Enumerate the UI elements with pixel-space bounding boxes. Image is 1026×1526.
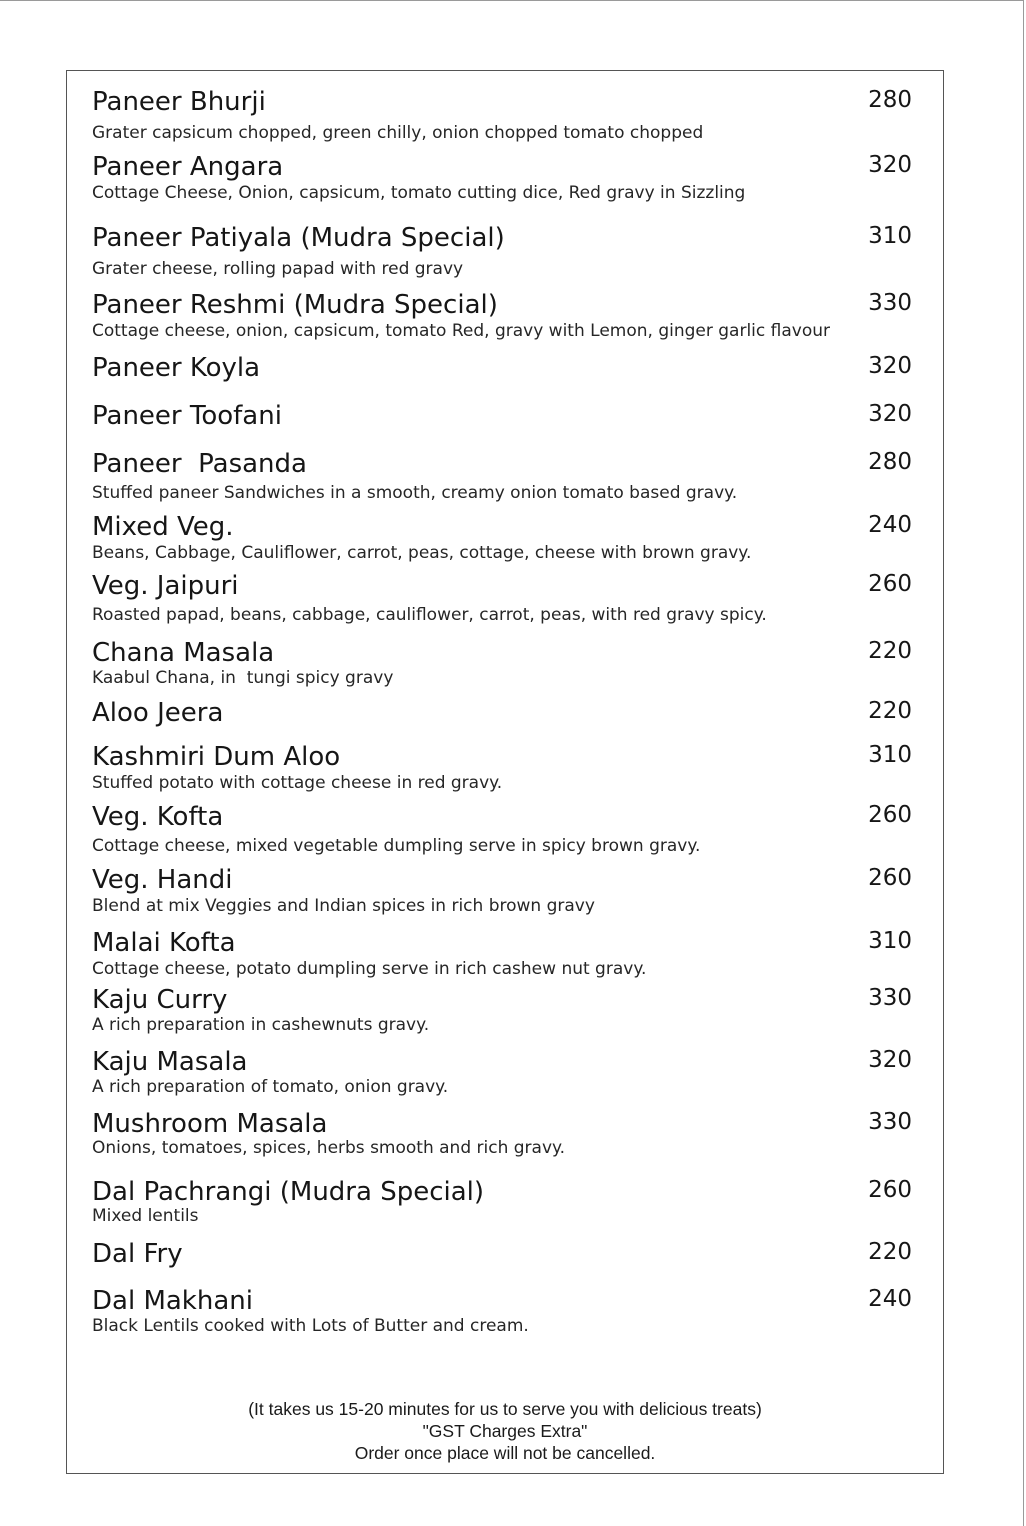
item-description: Cottage cheese, onion, capsicum, tomato Red, gravy with Lemon, ginger garlic flavour <box>92 321 831 341</box>
cancellation-note: Order once place will not be cancelled. <box>354 1443 656 1463</box>
item-price: 260 <box>868 802 912 828</box>
item-price: 260 <box>868 865 912 891</box>
item-description: Stuffed potato with cottage cheese in red gravy. <box>92 773 503 793</box>
item-description: Kaabul Chana, in tungi spicy gravy <box>92 668 394 688</box>
item-price: 240 <box>868 1286 912 1312</box>
item-price: 310 <box>868 742 912 768</box>
item-name: Paneer Toofani <box>92 401 282 431</box>
item-name: Mixed Veg. <box>92 512 234 542</box>
item-description: Cottage cheese, potato dumpling serve in rich cashew nut gravy. <box>92 959 647 979</box>
item-description: Onions, tomatoes, spices, herbs smooth and rich gravy. <box>92 1138 566 1158</box>
item-name: Veg. Handi <box>92 865 233 895</box>
gst-note: "GST Charges Extra" <box>422 1421 588 1441</box>
item-price: 330 <box>868 1109 912 1135</box>
item-name: Mushroom Masala <box>92 1109 328 1139</box>
item-name: Dal Makhani <box>92 1286 253 1316</box>
item-description: Grater capsicum chopped, green chilly, onion chopped tomato chopped <box>92 123 704 143</box>
item-name: Paneer Bhurji <box>92 87 266 117</box>
item-price: 240 <box>868 512 912 538</box>
item-description: Black Lentils cooked with Lots of Butter and cream. <box>92 1316 529 1336</box>
item-name: Dal Pachrangi (Mudra Special) <box>92 1177 485 1207</box>
item-price: 330 <box>868 290 912 316</box>
item-description: Cottage Cheese, Onion, capsicum, tomato cutting dice, Red gravy in Sizzling <box>92 183 746 203</box>
item-description: A rich preparation in cashewnuts gravy. <box>92 1015 430 1035</box>
item-description: Stuffed paneer Sandwiches in a smooth, creamy onion tomato based gravy. <box>92 483 738 503</box>
item-description: Cottage cheese, mixed vegetable dumpling serve in spicy brown gravy. <box>92 836 701 856</box>
item-name: Malai Kofta <box>92 928 236 958</box>
item-name: Paneer Angara <box>92 152 284 182</box>
item-price: 320 <box>868 353 912 379</box>
item-price: 280 <box>868 449 912 475</box>
item-name: Kaju Curry <box>92 985 228 1015</box>
item-price: 220 <box>868 698 912 724</box>
item-price: 220 <box>868 1239 912 1265</box>
item-description: Grater cheese, rolling papad with red gravy <box>92 259 464 279</box>
item-description: Blend at mix Veggies and Indian spices in rich brown gravy <box>92 896 595 916</box>
item-description: Beans, Cabbage, Cauliflower, carrot, peas, cottage, cheese with brown gravy. <box>92 543 752 563</box>
item-name: Paneer Pasanda <box>92 449 307 479</box>
menu-footer-notes <box>66 1398 944 1464</box>
item-name: Paneer Koyla <box>92 353 261 383</box>
item-price: 310 <box>868 223 912 249</box>
item-description: Mixed lentils <box>92 1206 199 1226</box>
item-price: 320 <box>868 1047 912 1073</box>
item-price: 260 <box>868 571 912 597</box>
item-price: 260 <box>868 1177 912 1203</box>
item-name: Chana Masala <box>92 638 275 668</box>
item-name: Dal Fry <box>92 1239 183 1269</box>
item-price: 220 <box>868 638 912 664</box>
page-right-edge <box>1023 0 1024 1526</box>
serving-time-note: (It takes us 15-20 minutes for us to serve you with delicious treats) <box>248 1399 762 1419</box>
item-name: Veg. Jaipuri <box>92 571 239 601</box>
item-name: Veg. Kofta <box>92 802 224 832</box>
item-price: 320 <box>868 401 912 427</box>
page-top-edge <box>0 0 1024 1</box>
item-name: Kashmiri Dum Aloo <box>92 742 341 772</box>
item-description: Roasted papad, beans, cabbage, cauliflower, carrot, peas, with red gravy spicy. <box>92 605 767 625</box>
item-name: Aloo Jeera <box>92 698 224 728</box>
item-price: 280 <box>868 87 912 113</box>
item-price: 320 <box>868 152 912 178</box>
item-description: A rich preparation of tomato, onion gravy. <box>92 1077 449 1097</box>
item-name: Paneer Patiyala (Mudra Special) <box>92 223 505 253</box>
item-name: Paneer Reshmi (Mudra Special) <box>92 290 498 320</box>
item-name: Kaju Masala <box>92 1047 248 1077</box>
item-price: 310 <box>868 928 912 954</box>
item-price: 330 <box>868 985 912 1011</box>
